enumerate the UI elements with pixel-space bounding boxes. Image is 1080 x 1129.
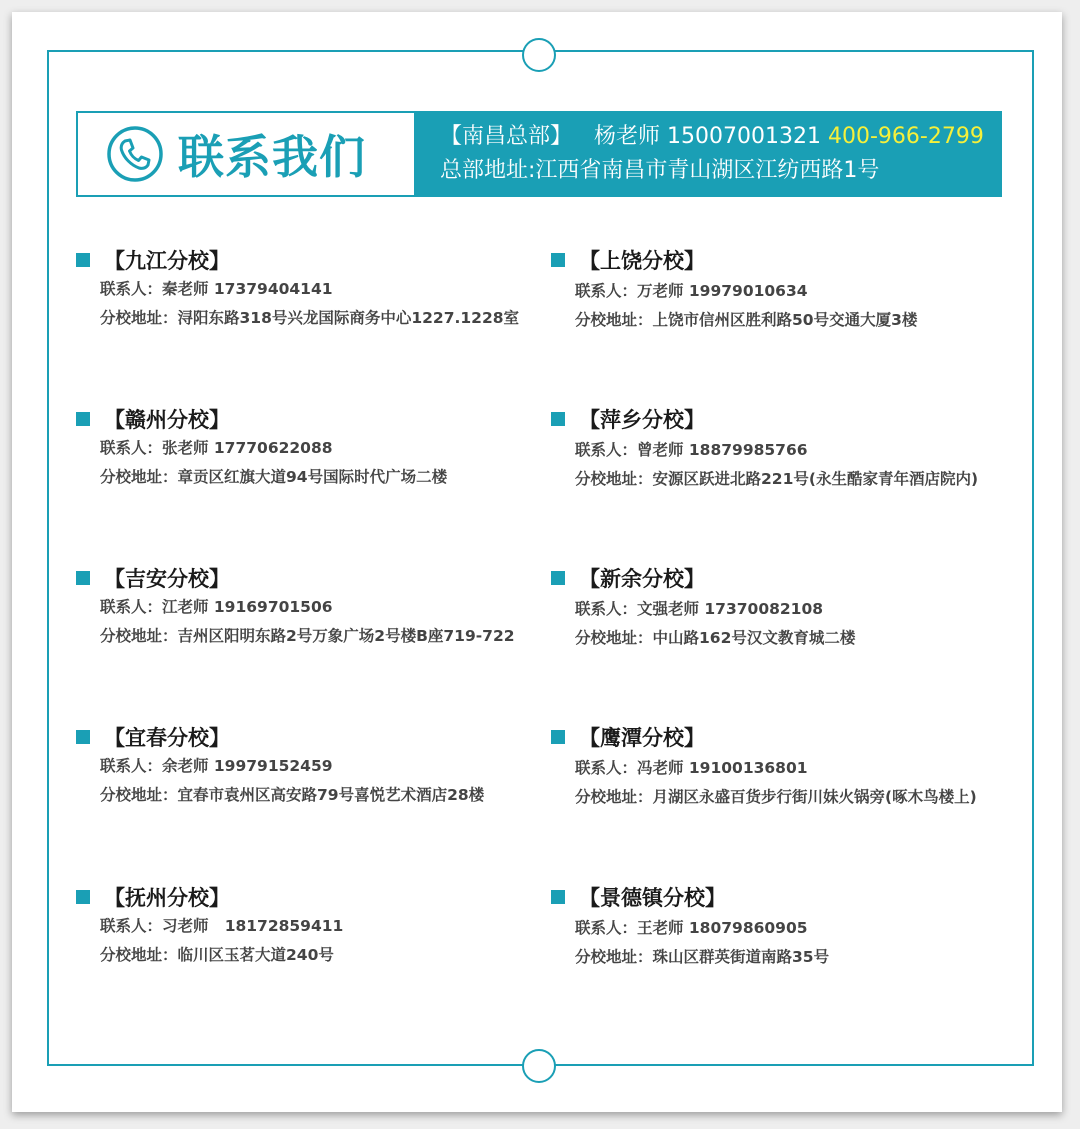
branch-contact: 联系人：余老师 19979152459	[100, 757, 333, 775]
bullet-square	[76, 730, 90, 744]
branch-contact: 联系人：习老师 18172859411	[100, 917, 344, 935]
phone-icon	[106, 125, 164, 183]
branch-address: 分校地址：安源区跃进北路221号(永生酷家青年酒店院内)	[575, 470, 979, 488]
bullet-square	[551, 571, 565, 585]
branch-address: 分校地址：浔阳东路318号兴龙国际商务中心1227.1228室	[100, 309, 520, 327]
page-title: 联系我们	[178, 130, 366, 184]
branch-contact: 联系人：万老师 19979010634	[575, 282, 808, 300]
branch-name: 【宜春分校】	[104, 726, 230, 750]
branch-address: 分校地址：中山路162号汉文教育城二楼	[575, 629, 856, 647]
hq-info	[416, 111, 1002, 197]
branch-name: 【萍乡分校】	[579, 408, 705, 432]
branch-name: 【九江分校】	[104, 249, 230, 273]
contact-header	[76, 111, 1002, 197]
branch-contact: 联系人：冯老师 19100136801	[575, 759, 808, 777]
branch-name: 【抚州分校】	[104, 886, 230, 910]
branch-shangrao	[551, 245, 1011, 335]
branch-contact: 联系人：文强老师 17370082108	[575, 600, 824, 618]
bullet-square	[76, 253, 90, 267]
bullet-square	[551, 730, 565, 744]
bullet-square	[76, 571, 90, 585]
branch-yichun	[76, 722, 536, 810]
branch-name: 【景德镇分校】	[579, 886, 726, 910]
hq-address: 总部地址:江西省南昌市青山湖区江纺西路1号	[440, 158, 880, 183]
hq-contact-line	[440, 120, 1002, 154]
branch-address: 分校地址：吉州区阳明东路2号万象广场2号楼B座719-722	[100, 627, 515, 645]
branch-contact: 联系人：曾老师 18879985766	[575, 441, 808, 459]
bottom-ring-ornament	[522, 1049, 556, 1083]
branch-address: 分校地址：章贡区红旗大道94号国际时代广场二楼	[100, 468, 448, 486]
branch-address: 分校地址：珠山区群英街道南路35号	[575, 948, 830, 966]
branch-jiujiang	[76, 245, 536, 333]
bullet-square	[551, 253, 565, 267]
branch-jingdezhen	[551, 882, 1011, 972]
branch-address: 分校地址：月湖区永盛百货步行街川妹火锅旁(啄木鸟楼上)	[575, 788, 977, 806]
branch-contact: 联系人：江老师 19169701506	[100, 598, 333, 616]
branch-pingxiang	[551, 404, 1011, 494]
branch-contact: 联系人：张老师 17770622088	[100, 439, 333, 457]
branch-name: 【赣州分校】	[104, 408, 230, 432]
branch-address: 分校地址：宜春市袁州区高安路79号喜悦艺术酒店28楼	[100, 786, 485, 804]
bullet-square	[551, 412, 565, 426]
hq-label: 【南昌总部】	[440, 124, 573, 149]
hq-hotline: 400-966-2799	[827, 124, 984, 149]
bullet-square	[76, 412, 90, 426]
header-title-box	[76, 111, 416, 197]
branch-name: 【上饶分校】	[579, 249, 705, 273]
branch-jian	[76, 563, 536, 651]
branch-address: 分校地址：临川区玉茗大道240号	[100, 946, 334, 964]
branch-contact: 联系人：王老师 18079860905	[575, 919, 808, 937]
branch-contact: 联系人：秦老师 17379404141	[100, 280, 333, 298]
top-ring-ornament	[522, 38, 556, 72]
branch-name: 【鹰潭分校】	[579, 726, 705, 750]
branch-address: 分校地址：上饶市信州区胜利路50号交通大厦3楼	[575, 311, 918, 329]
bullet-square	[76, 890, 90, 904]
branch-name: 【吉安分校】	[104, 567, 230, 591]
branch-name: 【新余分校】	[579, 567, 705, 591]
hq-contact: 杨老师 15007001321	[594, 124, 821, 149]
branch-xinyu	[551, 563, 1011, 653]
branch-fuzhou	[76, 882, 536, 970]
branch-ganzhou	[76, 404, 536, 492]
bullet-square	[551, 890, 565, 904]
branch-yingtan	[551, 722, 1011, 812]
